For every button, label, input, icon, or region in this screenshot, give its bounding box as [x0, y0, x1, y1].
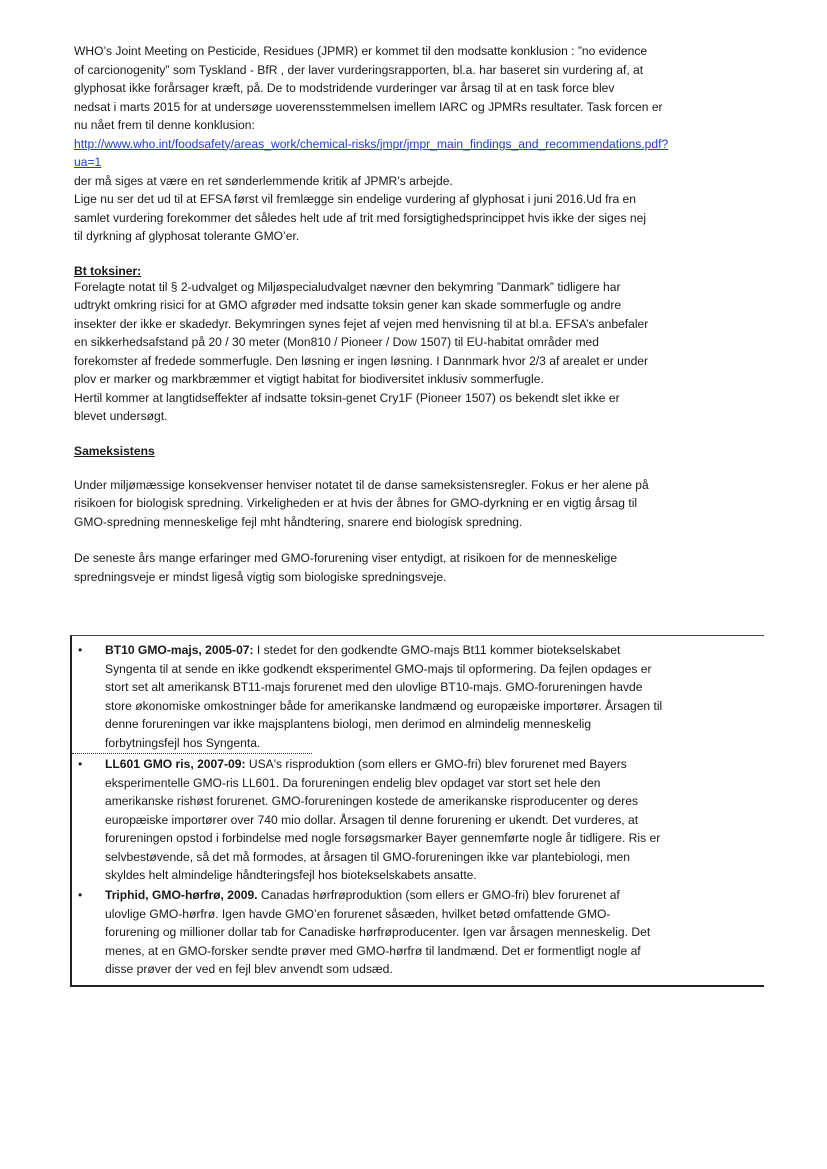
- list-item-triphid: [78, 886, 764, 979]
- case-line: eksperimentelle GMO-ris LL601. Da forureningen endelig blev opdaget var stort set hele den: [105, 775, 601, 790]
- case-line: amerikanske rishøst forurenet. GMO-forureningen kostede de amerikanske risproducenter og deres: [105, 794, 639, 808]
- bt-line: udtrykt omkring risici for at GMO afgrøder med indsatte toksin gener kan skade sommerfugle og andre: [74, 298, 622, 312]
- case-line: forurening og millioner dollar tab for Canadiske hørfrøproducenter. Igen var årsagen menneskelig. Det: [105, 925, 651, 939]
- intro-section: [74, 42, 764, 246]
- case-line: menes, at en GMO-forsker sendte prøver med GMO-hørfrø til landmænd. Det er formentligt nogle af: [105, 943, 641, 958]
- sameksistens-line: risikoen for biologisk spredning. Virkeligheden er at hvis der åbnes for GMO-dyrkning er en vigtig årsag til: [74, 496, 638, 510]
- intro-line: nedsat i marts 2015 for at undersøge uoverensstemmelsen imellem IARC og JPMRs resultater. Task forcen er: [74, 99, 663, 114]
- bt-line: insekter der ikke er skadedyr. Bekymringen synes fejet af vejen med henvisning til at bl.a. EFSA’s anbefaler: [74, 316, 649, 331]
- bt-line: Hertil kommer at langtidseffekter af indsatte toksin-genet Cry1F (Pioneer 1507) os bekendt slet ikke er: [74, 390, 620, 405]
- bt-line: Forelagte notat til § 2-udvalget og Miljøspecialudvalget nævner den bekymring ”Danmark” tidligere har: [74, 279, 621, 294]
- sameksistens-line: spredningsveje er mindst ligeså vigtig som biologiske spredningsveje.: [74, 569, 447, 584]
- bt-line: en sikkerhedsafstand på 20 / 30 meter (Mon810 / Pioneer / Dow 1507) til EU-habitat områder med: [74, 335, 600, 349]
- case-title: Triphid, GMO-hørfrø, 2009.: [105, 888, 258, 902]
- case-line: Syngenta til at sende en ikke godkendt eksperimentel GMO-majs til opformering. Da fejlen opdages er: [105, 661, 652, 676]
- case-line: europæiske importører over 740 mio dollar. Årsagen til denne forurening er ukendt. Det vurderes, at: [105, 812, 639, 827]
- case-line: stort set alt amerikansk BT11-majs forurenet med den ulovlige BT10-majs. GMO-forureningen havde: [105, 680, 643, 694]
- sameksistens-line: De seneste års mange erfaringer med GMO-forurening viser entydigt, at risikoen for de menneskelige: [74, 551, 618, 565]
- case-line: skyldes helt almindelige håndteringsfejl hos biotekselskabets ansatte.: [105, 868, 477, 882]
- intro-line: nu nået frem til denne konklusion:: [74, 118, 255, 132]
- case-line: Canadas hørfrøproduktion (som ellers er GMO-fri) blev forurenet af: [257, 888, 620, 902]
- case-line: store økonomiske omkostninger både for amerikanske landmænd og europæiske importører. Årsagen til: [105, 698, 663, 713]
- case-line: disse prøver der ved en fejl blev anvendt som udsæd.: [105, 962, 393, 976]
- case-line: forbytningsfejl hos Syngenta.: [105, 735, 261, 750]
- case-line: selvbestøvende, så det må formodes, at årsagen til GMO-forureningen ikke var plantebiologi, men: [105, 849, 630, 864]
- bt-line: forekomster af fredede sommerfugle. Den løsning er ingen løsning. I Dannmark hvor 2/3 af arealet er under: [74, 353, 649, 368]
- intro-line: of carcionogenity” som Tyskland - BfR , der laver vurderingsrapporten, bl.a. har baseret sin vurdering af, at: [74, 62, 644, 77]
- bt-line: plov er marker og markbræmmer et vigtigt habitat for biodiversitet inklusiv sommerfugle.: [74, 372, 544, 386]
- list-item-bt10: [78, 641, 764, 752]
- contamination-cases-box: [70, 635, 764, 987]
- bullet-icon: •: [78, 643, 83, 657]
- case-line: USA's risproduktion (som ellers er GMO-fri) blev forurenet med Bayers: [245, 757, 627, 771]
- case-title: LL601 GMO ris, 2007-09:: [105, 757, 246, 771]
- sameksistens-line: Under miljømæssige konsekvenser henviser notatet til de danse sameksistensregler. Fokus er her alene på: [74, 477, 649, 492]
- case-line: denne forureningen var ikke majsplantens biologi, men derimod en almindelig menneskelig: [105, 717, 592, 731]
- divider: [72, 753, 312, 754]
- intro-line: Lige nu ser det ud til at EFSA først vil fremlægge sin endelige vurdering af glyphosat i juni 2016.Ud fra en: [74, 192, 636, 206]
- sameksistens-line: GMO-spredning menneskelige fejl mht håndtering, snarere end biologisk spredning.: [74, 514, 523, 529]
- case-title: BT10 GMO-majs, 2005-07:: [105, 643, 254, 657]
- case-line: forureningen opstod i forbindelse med nogle forsøgsmarker Bayer gennemførte nogle år tidligere. Ris er: [105, 831, 661, 845]
- bt-heading: Bt toksiner:: [74, 263, 142, 278]
- intro-line: der må siges at være en ret sønderlemmende kritik af JPMR’s arbejde.: [74, 173, 453, 188]
- who-report-link-continued[interactable]: ua=1: [74, 155, 102, 169]
- intro-line: glyphosat ikke forårsager kræft, på. De to modstridende vurderinger var årsag til at en task force blev: [74, 81, 615, 95]
- who-report-link[interactable]: http://www.who.int/foodsafety/areas_work/chemical-risks/jmpr/jmpr_main_findings_and_recommendations.pdf?: [74, 136, 669, 151]
- document-page: [74, 42, 764, 586]
- list-item-ll601: [78, 755, 764, 885]
- sameksistens-heading: Sameksistens: [74, 443, 155, 458]
- intro-line: til dyrkning af glyphosat tolerante GMO’er.: [74, 229, 300, 243]
- case-line: I stedet for den godkendte GMO-majs Bt11 kommer biotekselskabet: [253, 643, 621, 657]
- bt-section: [74, 264, 764, 426]
- sameksistens-section: [74, 444, 764, 587]
- bt-line: blevet undersøgt.: [74, 409, 168, 423]
- case-line: ulovlige GMO-hørfrø. Igen havde GMO’en forurenet såsæden, hvilket betød omfattende GMO-: [105, 906, 611, 921]
- intro-line: WHO’s Joint Meeting on Pesticide, Residues (JPMR) er kommet til den modsatte konklusion : ”no evidence: [74, 44, 648, 58]
- bullet-icon: •: [78, 888, 83, 902]
- bullet-icon: •: [78, 757, 83, 771]
- intro-line: samlet vurdering forekommer det således helt ude af trit med forsigtighedsprincippet hvis ikke der siges nej: [74, 210, 647, 225]
